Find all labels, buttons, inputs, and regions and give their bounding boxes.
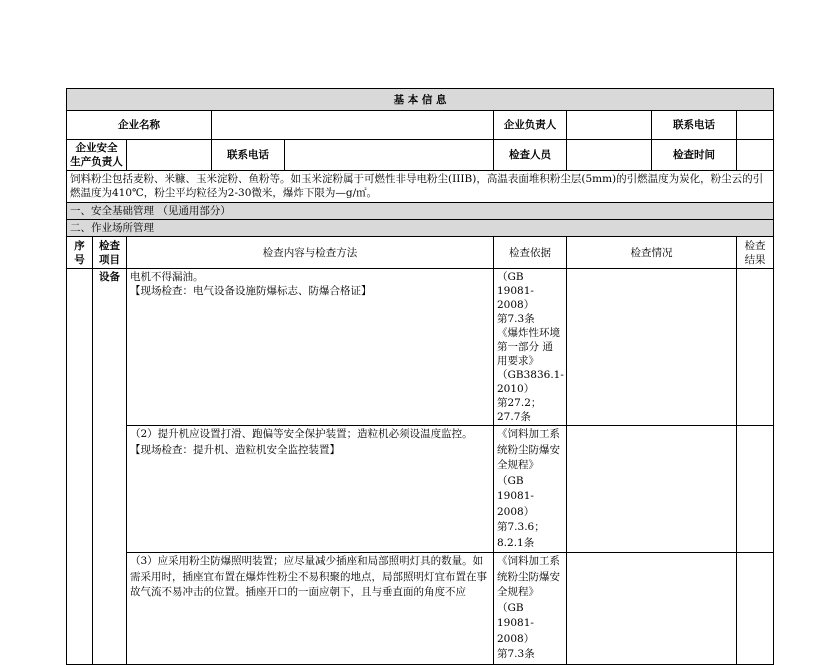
seq-cell [67,269,93,665]
company-head-label: 企业负责人 [494,111,567,140]
header-result: 检查结果 [737,237,774,269]
header-content: 检查内容与检查方法 [127,237,494,269]
company-name-field[interactable] [212,111,494,140]
phone-label: 联系电话 [652,111,737,140]
row-2-situation[interactable] [567,426,737,553]
basic-info-title: 基 本 信 息 [67,89,774,111]
header-item: 检查 项目 [93,237,127,269]
row-1-content: 电机不得漏油。 【现场检查：电气设备设施防爆标志、防爆合格证】 [127,269,494,426]
row-3-result[interactable] [737,553,774,665]
phone-field[interactable] [737,111,774,140]
row-3-basis: 《饲料加工系统粉尘防爆安全规程》 （GB 19081-2008） 第7.3条 [494,553,567,665]
row-3-content: （3）应采用粉尘防爆照明装置；应尽量减少插座和局部照明灯具的数量。如需采用时，插座宜布置在爆炸性粉尘不易积聚的地点，局部照明灯宜布置在事故气流不易冲击的位置。插座开口的一面应朝下，且与垂直面的角度不应 [127,553,494,665]
company-head-field[interactable] [567,111,652,140]
phone-label-2: 联系电话 [212,140,285,171]
header-seq: 序 号 [67,237,93,269]
row-1-situation[interactable] [567,269,737,426]
safety-head-field[interactable] [127,140,212,171]
row-2-result[interactable] [737,426,774,553]
section-two: 二、作业场所管理 [67,220,774,237]
row-1-basis: （GB 19081-2008） 第7.3条 《爆炸性环境 第一部分 通用要求》 （GB3836.1-2010） 第27.2；27.7条 [494,269,567,426]
header-basis: 检查依据 [494,237,567,269]
header-situation: 检查情况 [567,237,737,269]
item-equipment: 设备 [93,269,127,665]
safety-head-label: 企业安全 生产负责人 [67,140,127,171]
row-2-basis: 《饲料加工系统粉尘防爆安全规程》 （GB 19081-2008） 第7.3.6；8.2.1条 [494,426,567,553]
inspector-label: 检查人员 [494,140,567,171]
inspector-field[interactable] [567,140,652,171]
inspect-time-label: 检查时间 [652,140,737,171]
inspect-time-field[interactable] [737,140,774,171]
dust-description: 饲料粉尘包括麦粉、米糠、玉米淀粉、鱼粉等。如玉米淀粉属于可燃性非导电粉尘(IIIB)，高温表面堆积粉尘层(5mm)的引燃温度为炭化，粉尘云的引燃温度为410℃，粉尘平均粒径为2-30微米，爆炸下限为—g/㎡。 [67,171,774,203]
row-2-content: （2）提升机应设置打滑、跑偏等安全保护装置；造粒机必须设温度监控。 【现场检查：提升机、造粒机安全监控装置】 [127,426,494,553]
section-one: 一、安全基础管理 （见通用部分） [67,203,774,220]
row-1-result[interactable] [737,269,774,426]
company-name-label: 企业名称 [67,111,212,140]
row-3-situation[interactable] [567,553,737,665]
phone-field-2[interactable] [285,140,494,171]
inspection-table [66,88,774,665]
